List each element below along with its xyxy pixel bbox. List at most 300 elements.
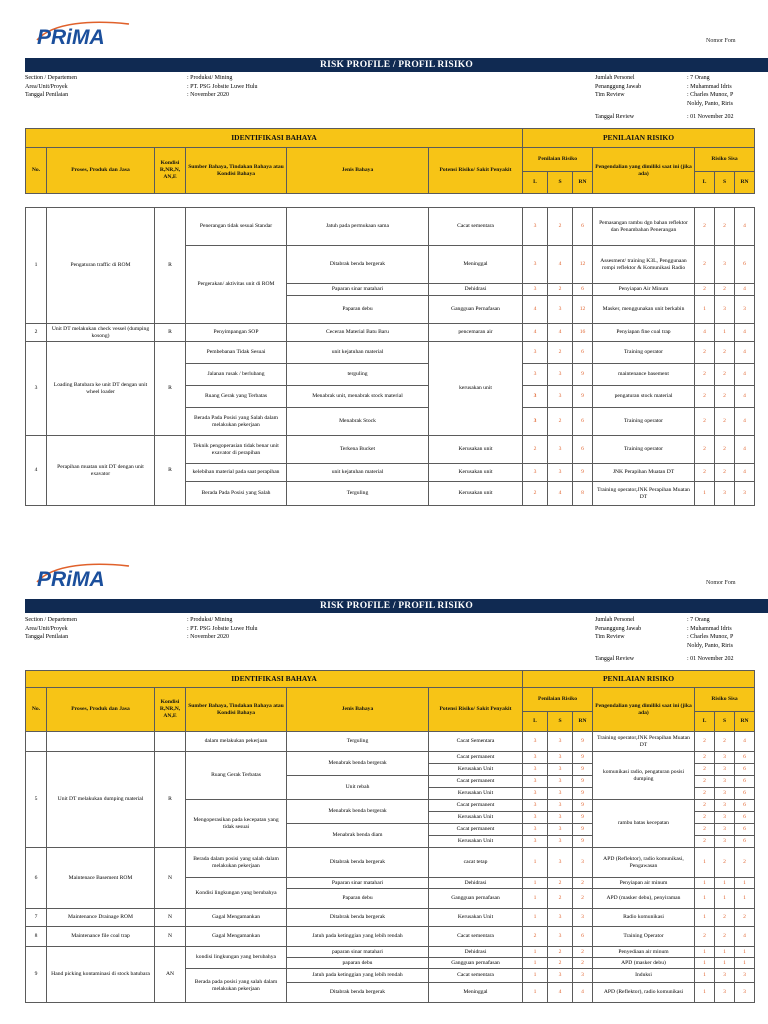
table-cell: 3 <box>523 364 548 386</box>
table-cell: 4 <box>523 324 548 342</box>
table-cell: 1 <box>715 878 735 889</box>
table-cell: 4 <box>735 284 755 296</box>
table-cell: 6 <box>26 848 47 909</box>
table-cell: Unit DT melakukan check vessel (dumping kosong) <box>47 324 155 342</box>
table-cell: 1 <box>695 983 715 1003</box>
table-cell: 2 <box>715 208 735 246</box>
table-cell: 9 <box>573 464 593 482</box>
table-cell: N <box>155 848 186 909</box>
table-cell <box>155 732 186 752</box>
svg-text:PRiMA: PRiMA <box>37 26 105 49</box>
table-cell: 8 <box>573 482 593 506</box>
document-page-2 <box>0 512 768 1024</box>
table-cell: 1 <box>523 848 548 878</box>
table-cell: 9 <box>573 732 593 752</box>
table-cell: Meninggal <box>429 246 523 284</box>
table-cell: 1 <box>523 969 548 983</box>
table-cell: 3 <box>715 788 735 800</box>
table-cell: 7 <box>26 909 47 927</box>
table-cell: Kerusakan Unit <box>429 764 523 776</box>
table-cell: Paparan debu <box>287 296 429 324</box>
table-cell: 2 <box>695 752 715 764</box>
table-cell: 3 <box>715 296 735 324</box>
table-cell <box>26 732 47 752</box>
table-cell: 3 <box>548 386 573 408</box>
table-cell: Gangguan pernafasan <box>429 889 523 909</box>
table-cell: Jalanan rusak / berlubang <box>186 364 287 386</box>
table-cell: 3 <box>523 776 548 788</box>
table-cell: 2 <box>523 927 548 947</box>
table-cell: maintenance basement <box>593 364 695 386</box>
table-cell: 3 <box>548 909 573 927</box>
header-proses: Proses, Produk dan Jasa <box>47 688 155 732</box>
table-cell: kondisi lingkungan yang berubahya <box>186 947 287 969</box>
table-cell: 5 <box>26 752 47 848</box>
table-cell: 4 <box>523 296 548 324</box>
table-cell: 1 <box>715 958 735 969</box>
table-cell <box>47 732 155 752</box>
table-cell: Jatuh pada ketinggian yang lebih rendah <box>287 969 429 983</box>
table-cell: 9 <box>573 752 593 764</box>
table-cell: 2 <box>523 482 548 506</box>
table-cell: Dehidrasi <box>429 284 523 296</box>
table-cell: Cacat permanent <box>429 752 523 764</box>
table-row <box>26 752 755 764</box>
table-cell: 3 <box>715 246 735 284</box>
table-cell: APD (masker debu), penyiraman <box>593 889 695 909</box>
header-potensi: Potensi Risiko/ Sakit Penyakit <box>429 688 523 732</box>
risk-table <box>25 670 755 1003</box>
risk-table <box>25 128 755 506</box>
table-cell: 9 <box>573 386 593 408</box>
table-cell: Pergerakan/ aktivitas unit di ROM <box>186 246 287 324</box>
table-cell: 9 <box>573 364 593 386</box>
table-row <box>26 927 755 947</box>
table-cell: 2 <box>715 386 735 408</box>
table-cell: 4 <box>735 436 755 464</box>
header-identifikasi: IDENTIFIKASI BAHAYA <box>26 671 523 688</box>
table-cell: 4 <box>735 364 755 386</box>
table-cell: 3 <box>548 752 573 764</box>
table-cell: 3 <box>715 752 735 764</box>
table-cell: Cacat sementara <box>429 927 523 947</box>
info-left-labels: Section / Departemen Area/Unit/Proyek Tanggal Penilaian <box>25 617 77 640</box>
table-cell: 9 <box>573 764 593 776</box>
table-cell: Penyiapan Air Minum <box>593 284 695 296</box>
table-cell: 4 <box>26 436 47 506</box>
table-cell: Dehidrasi <box>429 878 523 889</box>
table-cell: 2 <box>715 909 735 927</box>
table-cell: 3 <box>523 824 548 836</box>
table-cell: 2 <box>715 284 735 296</box>
table-cell: Training operator,JNK Perapihan Muatan DT <box>593 482 695 506</box>
table-cell: Kerusakan Unit <box>429 836 523 848</box>
table-cell: 3 <box>715 836 735 848</box>
table-row <box>26 909 755 927</box>
table-cell: 3 <box>735 969 755 983</box>
table-cell: 1 <box>695 482 715 506</box>
table-cell: paparan debu <box>287 958 429 969</box>
table-cell: 2 <box>695 927 715 947</box>
header-l2: L <box>695 712 715 732</box>
table-cell: Pemasangan rambu dgn bahan reflektor dan Penambahan Penerangan <box>593 208 695 246</box>
table-cell: Cacat permanent <box>429 800 523 812</box>
table-cell: 6 <box>735 788 755 800</box>
table-cell: komunikasi radio, pengaturan posisi dumping <box>593 752 695 800</box>
table-cell: 9 <box>573 788 593 800</box>
table-cell: 2 <box>548 208 573 246</box>
table-cell: paparan sinar matahari <box>287 947 429 958</box>
table-cell: unit kejatuhan material <box>287 342 429 364</box>
table-cell: Training operator <box>593 436 695 464</box>
table-cell: 2 <box>715 927 735 947</box>
table-cell: Menabrak benda diam <box>287 824 429 848</box>
table-cell: 1 <box>695 848 715 878</box>
table-cell: 1 <box>695 947 715 958</box>
header-no: No. <box>26 148 47 194</box>
table-cell: 2 <box>695 824 715 836</box>
table-cell: 2 <box>715 732 735 752</box>
table-cell: 6 <box>735 812 755 824</box>
table-cell: 3 <box>548 364 573 386</box>
table-cell: Meninggal <box>429 983 523 1003</box>
table-cell: 3 <box>548 436 573 464</box>
table-cell: 1 <box>735 947 755 958</box>
table-cell: 1 <box>695 909 715 927</box>
header-l: L <box>523 712 548 732</box>
table-cell: Kerusakan Unit <box>429 812 523 824</box>
table-cell: Jatuh pada permukaan sama <box>287 208 429 246</box>
table-cell: 3 <box>26 342 47 436</box>
table-cell: Kerusakan unit <box>429 464 523 482</box>
table-cell: 4 <box>548 246 573 284</box>
header-sumber: Sumber Bahaya, Tindakan Bahaya atau Kondisi Bahaya <box>186 688 287 732</box>
table-cell: Berada Pada Posisi yang Salah <box>186 482 287 506</box>
table-cell: 6 <box>735 752 755 764</box>
table-cell: 6 <box>573 436 593 464</box>
table-cell: 3 <box>548 969 573 983</box>
table-cell: APD (masker debu) <box>593 958 695 969</box>
info-right-labels: Jumlah Personel Penanggung Jawab Tim Review Tanggal Review <box>595 617 642 662</box>
table-cell: 2 <box>695 788 715 800</box>
table-cell: 2 <box>735 909 755 927</box>
table-cell: Berada Pada Posisi yang Salah dalam melakukan pekerjaan <box>186 408 287 436</box>
table-cell: dalam melakukan pekerjaan <box>186 732 287 752</box>
table-cell: Unit DT melakukan dumping material <box>47 752 155 848</box>
header-pengendalian: Pengendalian yang dimiliki saat ini (jika ada) <box>593 148 695 194</box>
table-cell: Terguling <box>287 482 429 506</box>
table-cell: 3 <box>715 983 735 1003</box>
table-cell: 6 <box>573 927 593 947</box>
table-cell: 3 <box>523 752 548 764</box>
table-cell: 4 <box>735 342 755 364</box>
table-cell: 6 <box>735 836 755 848</box>
header-penilaian-risiko: Penilaian Risiko <box>523 688 593 712</box>
table-cell: 4 <box>735 208 755 246</box>
table-cell: R <box>155 208 186 324</box>
table-cell: Assesment/ training K3L, Penggunaan rompi reflektor & Komunikasi Radio <box>593 246 695 284</box>
table-cell: 9 <box>573 836 593 848</box>
table-cell: 1 <box>523 878 548 889</box>
table-cell: 3 <box>523 208 548 246</box>
table-cell: R <box>155 752 186 848</box>
info-left-values: : Produksi/ Mining : PT. PSG Jobsite Luwe Hulu : November 2020 <box>187 75 258 98</box>
table-cell: Cacat permanent <box>429 824 523 836</box>
header-s: S <box>548 172 573 194</box>
table-cell: AN <box>155 947 186 1003</box>
table-cell: Induksi <box>593 969 695 983</box>
form-number-label: Nomor Fom <box>706 580 736 586</box>
table-cell: 3 <box>523 464 548 482</box>
header-s: S <box>548 712 573 732</box>
table-cell: 3 <box>523 836 548 848</box>
table-cell: Ditabrak benda bergerak <box>287 909 429 927</box>
table-cell: Kerusakan unit <box>429 482 523 506</box>
table-cell: Masker, menggunakan unit berkabin <box>593 296 695 324</box>
table-cell: 6 <box>573 342 593 364</box>
table-cell: Training operator,JNK Perapihan Muatan DT <box>593 732 695 752</box>
table-cell: R <box>155 342 186 436</box>
table-cell: kerusakan unit <box>429 342 523 436</box>
header-pengendalian: Pengendalian yang dimiliki saat ini (jika ada) <box>593 688 695 732</box>
page-title: RISK PROFILE / PROFIL RISIKO <box>25 58 768 72</box>
table-cell: Gangguan pernafasan <box>429 958 523 969</box>
table-cell: 3 <box>548 296 573 324</box>
header-rn2: RN <box>735 712 755 732</box>
table-cell: 3 <box>548 776 573 788</box>
table-cell: 9 <box>26 947 47 1003</box>
table-cell: 3 <box>715 969 735 983</box>
table-cell: Ceceran Material Batu Baru <box>287 324 429 342</box>
table-cell: 1 <box>735 958 755 969</box>
table-cell: 4 <box>735 324 755 342</box>
table-cell: Paparan debu <box>287 889 429 909</box>
table-cell: Jatuh pada ketinggian yang lebih rendah <box>287 927 429 947</box>
table-cell: Loading Batubara ke unit DT dengan unit wheel loader <box>47 342 155 436</box>
table-cell: unit kejatuhan material <box>287 464 429 482</box>
table-cell: 3 <box>715 776 735 788</box>
table-cell: Penerangan tidak sesuai Standar <box>186 208 287 246</box>
table-cell: 2 <box>695 408 715 436</box>
table-cell: 3 <box>548 800 573 812</box>
table-cell: 4 <box>548 482 573 506</box>
table-cell: 4 <box>735 732 755 752</box>
header-potensi: Potensi Risiko/ Sakit Penyakit <box>429 148 523 194</box>
table-cell: 1 <box>695 296 715 324</box>
table-row <box>26 342 755 364</box>
table-cell: 4 <box>735 408 755 436</box>
table-cell: 2 <box>695 364 715 386</box>
table-cell: 1 <box>523 983 548 1003</box>
table-cell: 2 <box>695 342 715 364</box>
table-cell: Ditabrak benda bergerak <box>287 246 429 284</box>
table-cell: Paparan sinar matahari <box>287 878 429 889</box>
table-cell: Maintenace Basement ROM <box>47 848 155 909</box>
table-cell: Ditabrak benda bergerak <box>287 848 429 878</box>
table-cell: 4 <box>735 464 755 482</box>
table-cell: 4 <box>695 324 715 342</box>
table-cell: 3 <box>548 764 573 776</box>
table-cell: 2 <box>695 386 715 408</box>
table-cell: 3 <box>523 788 548 800</box>
table-cell: 2 <box>695 284 715 296</box>
table-cell: Menabrak benda bergerak <box>287 752 429 776</box>
header-penilaian-risiko: Penilaian Risiko <box>523 148 593 172</box>
page-title: RISK PROFILE / PROFIL RISIKO <box>25 599 768 613</box>
table-cell: N <box>155 927 186 947</box>
table-cell: Teknik pengoperasian tidak benar unit exavator di perapihan <box>186 436 287 464</box>
table-cell: 3 <box>548 732 573 752</box>
table-cell: Menabrak unit, menabrak stock material <box>287 386 429 408</box>
table-cell: 3 <box>735 983 755 1003</box>
table-cell: 1 <box>715 947 735 958</box>
table-cell: 4 <box>548 324 573 342</box>
header-kondisi: Kondisi R,NR,N, AN,E <box>155 688 186 732</box>
table-cell: 3 <box>548 788 573 800</box>
table-cell: Gagal Mengamankan <box>186 927 287 947</box>
table-cell: 2 <box>548 878 573 889</box>
table-cell: 4 <box>548 983 573 1003</box>
table-cell: 9 <box>573 812 593 824</box>
spacer-row <box>26 194 755 208</box>
header-rn: RN <box>573 172 593 194</box>
form-number-label: Nomor Fom <box>706 38 736 44</box>
table-cell: 2 <box>695 436 715 464</box>
table-cell: 1 <box>26 208 47 324</box>
table-cell: 16 <box>573 324 593 342</box>
table-cell: N <box>155 909 186 927</box>
table-cell: Hand picking kontaminasi di stock batubara <box>47 947 155 1003</box>
table-cell: Cacat sementara <box>429 969 523 983</box>
table-cell: 1 <box>523 889 548 909</box>
table-cell: Cacat permanent <box>429 776 523 788</box>
table-cell: 9 <box>573 776 593 788</box>
table-cell: 4 <box>573 983 593 1003</box>
table-cell: 3 <box>548 836 573 848</box>
table-cell: R <box>155 436 186 506</box>
table-cell: Dehidrasi <box>429 947 523 958</box>
table-cell: Penyiapan air minum <box>593 878 695 889</box>
table-row <box>26 436 755 464</box>
header-kondisi: Kondisi R,NR,N, AN,E <box>155 148 186 194</box>
info-left-values: : Produksi/ Mining : PT. PSG Jobsite Luwe Hulu : November 2020 <box>187 617 258 640</box>
table-cell: 9 <box>573 800 593 812</box>
table-cell: Menabrak benda bergerak <box>287 800 429 824</box>
header-s2: S <box>715 712 735 732</box>
table-cell: Pengaturan traffic di ROM <box>47 208 155 324</box>
info-right-labels: Jumlah Personel Penanggung Jawab Tim Review Tanggal Review <box>595 75 642 120</box>
header-penilaian: PENILAIAN RISIKO <box>523 129 755 148</box>
table-cell: 3 <box>523 764 548 776</box>
table-cell: rambu batas kecepatan <box>593 800 695 848</box>
table-cell: 3 <box>715 800 735 812</box>
table-cell: 1 <box>523 947 548 958</box>
info-right-values: : 7 Orang : Muhammad Idris : Charles Munoz, P Noldy, Panto, Riris : 01 November 202 <box>687 75 734 120</box>
header-risiko-sisa: Risiko Sisa <box>695 688 755 712</box>
table-cell: Unit rebah <box>287 776 429 800</box>
table-cell: 3 <box>573 969 593 983</box>
table-cell: Training operator <box>593 408 695 436</box>
table-cell: 2 <box>573 947 593 958</box>
table-cell: Penyediaan air minum <box>593 947 695 958</box>
table-cell: 2 <box>573 889 593 909</box>
table-cell: Kerusakan unit <box>429 436 523 464</box>
table-cell: Terkena Bucket <box>287 436 429 464</box>
header-jenis: Jenis Bahaya <box>287 688 429 732</box>
table-cell: R <box>155 324 186 342</box>
table-cell: 2 <box>695 836 715 848</box>
table-cell: 2 <box>715 436 735 464</box>
table-cell: 3 <box>548 927 573 947</box>
table-cell: 6 <box>735 824 755 836</box>
table-row <box>26 208 755 246</box>
header-l2: L <box>695 172 715 194</box>
table-cell: 2 <box>715 464 735 482</box>
table-cell: 1 <box>715 889 735 909</box>
table-cell: JNK Perapihan Muatan DT <box>593 464 695 482</box>
table-cell: 2 <box>548 342 573 364</box>
table-cell: Radio komunikasi <box>593 909 695 927</box>
table-cell: 1 <box>695 969 715 983</box>
header-sumber: Sumber Bahaya, Tindakan Bahaya atau Kondisi Bahaya <box>186 148 287 194</box>
table-cell: 2 <box>26 324 47 342</box>
table-cell: 3 <box>523 812 548 824</box>
table-cell: 2 <box>695 800 715 812</box>
table-cell: Penyimpangan SOP <box>186 324 287 342</box>
table-cell: Kerusakan Unit <box>429 909 523 927</box>
table-cell: Cacat sementara <box>429 208 523 246</box>
header-s2: S <box>715 172 735 194</box>
table-cell: Terguling <box>287 732 429 752</box>
table-cell: Menabrak Stock <box>287 408 429 436</box>
table-cell: Penyiapan fine coal trap <box>593 324 695 342</box>
table-cell: Gangguan Pernafasan <box>429 296 523 324</box>
prima-logo <box>33 18 143 50</box>
table-cell: 3 <box>523 732 548 752</box>
table-cell: 4 <box>735 927 755 947</box>
table-cell: 2 <box>715 408 735 436</box>
table-cell: Ditabrak benda bergerak <box>287 983 429 1003</box>
table-cell: APD (Reflektor), radio komunikasi <box>593 983 695 1003</box>
header-penilaian: PENILAIAN RISIKO <box>523 671 755 688</box>
table-cell: Paparan sinar matahari <box>287 284 429 296</box>
table-cell: 2 <box>695 732 715 752</box>
table-cell: pengaturan stock material <box>593 386 695 408</box>
table-cell: Gagal Mengamankan <box>186 909 287 927</box>
table-cell: Perapihan muatan unit DT dengan unit exavator <box>47 436 155 506</box>
table-cell: 6 <box>573 208 593 246</box>
table-cell: 3 <box>715 824 735 836</box>
table-cell: 2 <box>695 246 715 284</box>
table-cell: 2 <box>715 364 735 386</box>
info-right-values: : 7 Orang : Muhammad Idris : Charles Munoz, P Noldy, Panto, Riris : 01 November 202 <box>687 617 734 662</box>
table-cell: 2 <box>573 878 593 889</box>
table-cell: 4 <box>735 386 755 408</box>
table-cell: APD (Reflektor), radio komunikasi, Pengawasan <box>593 848 695 878</box>
table-cell: 12 <box>573 246 593 284</box>
table-cell: Maintenance Drainage ROM <box>47 909 155 927</box>
svg-text:PRiMA: PRiMA <box>37 568 105 591</box>
table-cell: 2 <box>695 464 715 482</box>
table-cell: Kondisi lingkungan yang berubahya <box>186 878 287 909</box>
table-cell: 2 <box>735 848 755 878</box>
table-cell: 1 <box>715 324 735 342</box>
table-cell: Ruang Gerak yang Terbatas <box>186 386 287 408</box>
table-cell: 2 <box>548 947 573 958</box>
table-cell: 2 <box>548 958 573 969</box>
table-cell: 2 <box>715 848 735 878</box>
table-cell: 2 <box>695 812 715 824</box>
